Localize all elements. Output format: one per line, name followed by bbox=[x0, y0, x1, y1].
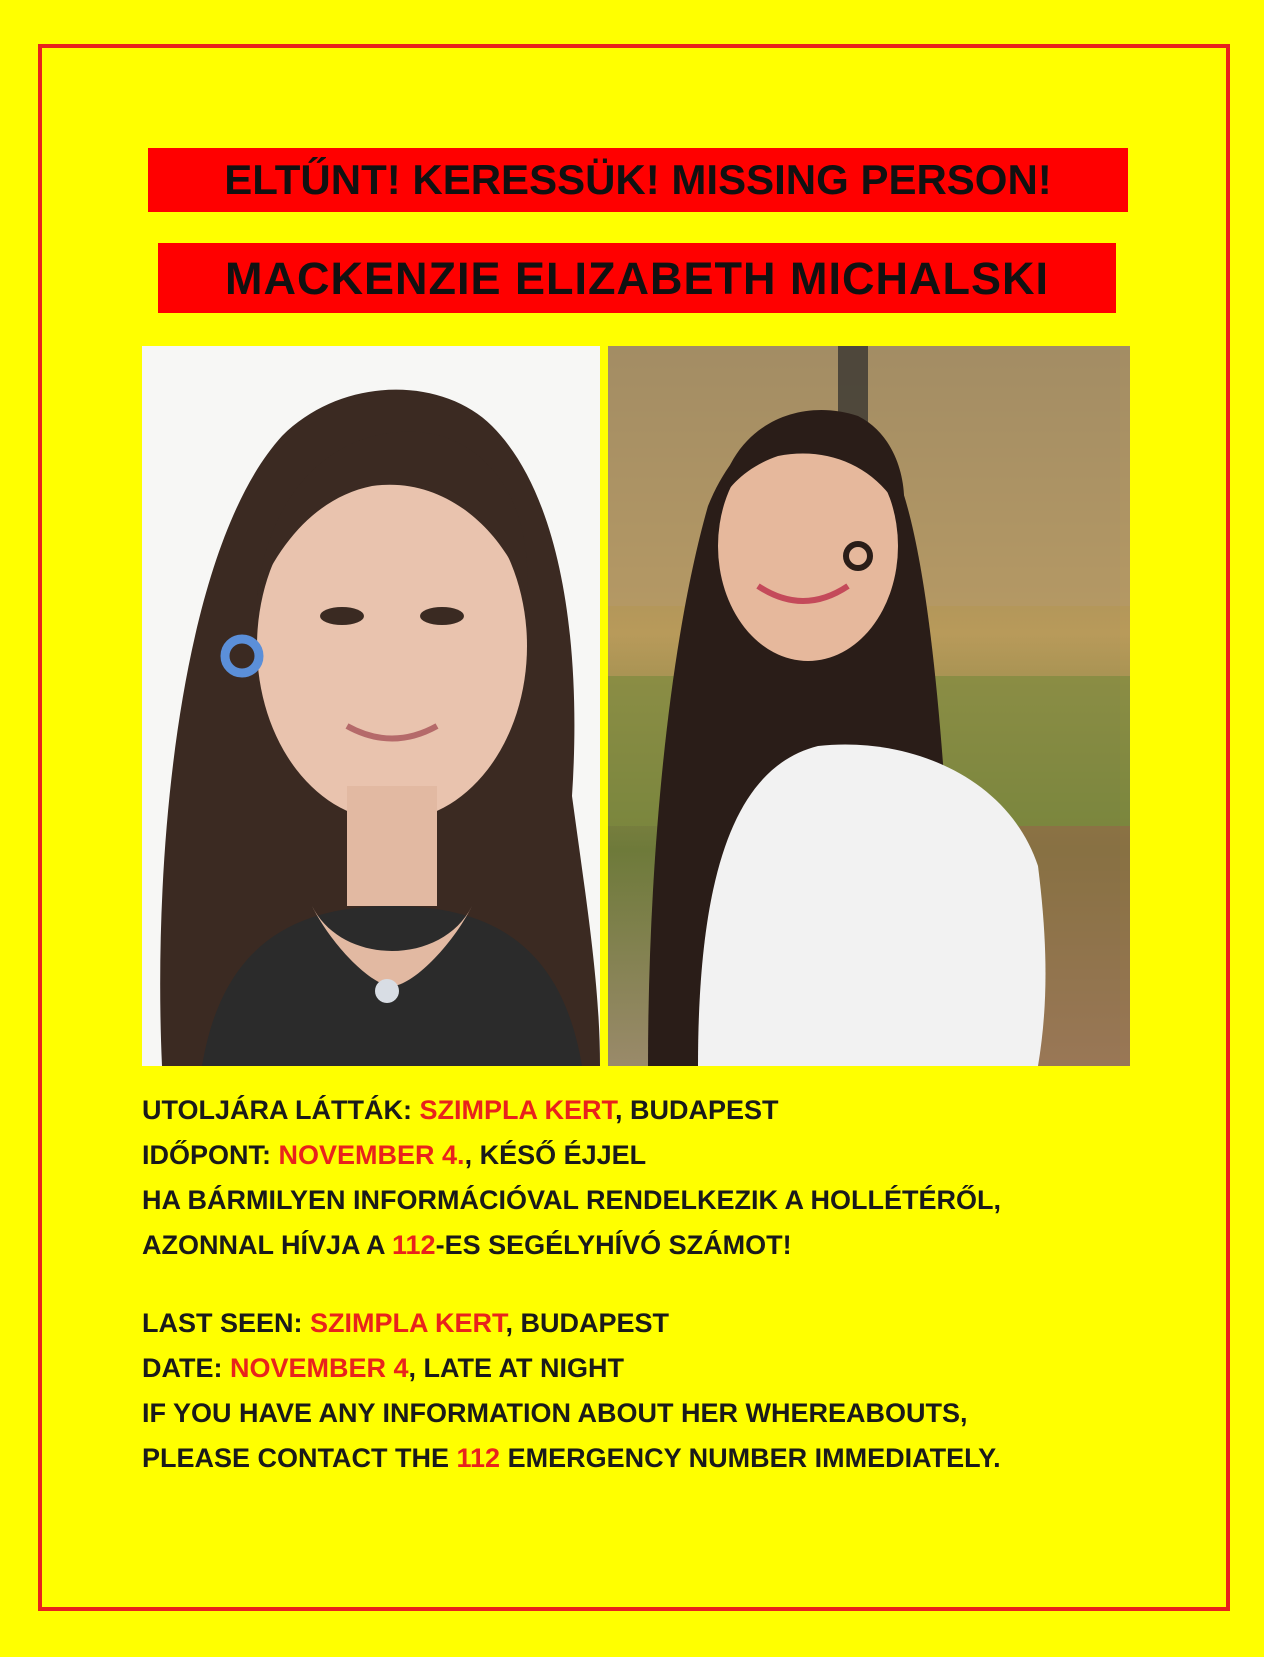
en-contact-suffix: EMERGENCY NUMBER IMMEDIATELY. bbox=[500, 1443, 1001, 1473]
hu-last-seen-label: UTOLJÁRA LÁTTÁK: bbox=[142, 1095, 420, 1125]
en-date-value: NOVEMBER 4 bbox=[230, 1353, 409, 1383]
portrait-image-2 bbox=[608, 346, 1130, 1066]
portrait-photo-1 bbox=[142, 346, 600, 1066]
en-date-suffix: , LATE AT NIGHT bbox=[408, 1353, 625, 1383]
en-info-line: IF YOU HAVE ANY INFORMATION ABOUT HER WHEREABOUTS, bbox=[142, 1398, 968, 1428]
hu-last-seen-city: , BUDAPEST bbox=[614, 1095, 779, 1125]
en-contact-prefix: PLEASE CONTACT THE bbox=[142, 1443, 457, 1473]
portrait-photo-2 bbox=[608, 346, 1130, 1066]
hu-call-suffix: -ES SEGÉLYHÍVÓ SZÁMOT! bbox=[435, 1230, 792, 1260]
hu-info-line: HA BÁRMILYEN INFORMÁCIÓVAL RENDELKEZIK A HOLLÉTÉRŐL, bbox=[142, 1185, 1002, 1215]
en-last-seen-city: , BUDAPEST bbox=[505, 1308, 670, 1338]
en-date-label: DATE: bbox=[142, 1353, 230, 1383]
hu-last-seen-place: SZIMPLA KERT bbox=[419, 1095, 615, 1125]
english-details bbox=[142, 1301, 1142, 1481]
hu-last-seen-line bbox=[142, 1088, 1142, 1133]
hu-time-suffix: , KÉSŐ ÉJJEL bbox=[464, 1140, 647, 1170]
hu-time-value: NOVEMBER 4. bbox=[278, 1140, 465, 1170]
hungarian-details bbox=[142, 1088, 1142, 1268]
en-contact-line bbox=[142, 1436, 1142, 1481]
en-last-seen-place: SZIMPLA KERT bbox=[310, 1308, 506, 1338]
hu-call-prefix: AZONNAL HÍVJA A bbox=[142, 1230, 393, 1260]
hu-time-line bbox=[142, 1133, 1142, 1178]
hu-time-label: IDŐPONT: bbox=[142, 1140, 279, 1170]
missing-alert-banner: ELTŰNT! KERESSÜK! MISSING PERSON! bbox=[148, 148, 1128, 212]
en-contact-number: 112 bbox=[456, 1443, 501, 1473]
en-last-seen-line bbox=[142, 1301, 1142, 1346]
poster-border bbox=[38, 44, 1230, 1611]
hu-call-line bbox=[142, 1223, 1142, 1268]
portrait-image-1 bbox=[142, 346, 600, 1066]
hu-call-number: 112 bbox=[392, 1230, 436, 1260]
en-date-line bbox=[142, 1346, 1142, 1391]
en-last-seen-label: LAST SEEN: bbox=[142, 1308, 311, 1338]
person-name-banner: MACKENZIE ELIZABETH MICHALSKI bbox=[158, 243, 1116, 313]
